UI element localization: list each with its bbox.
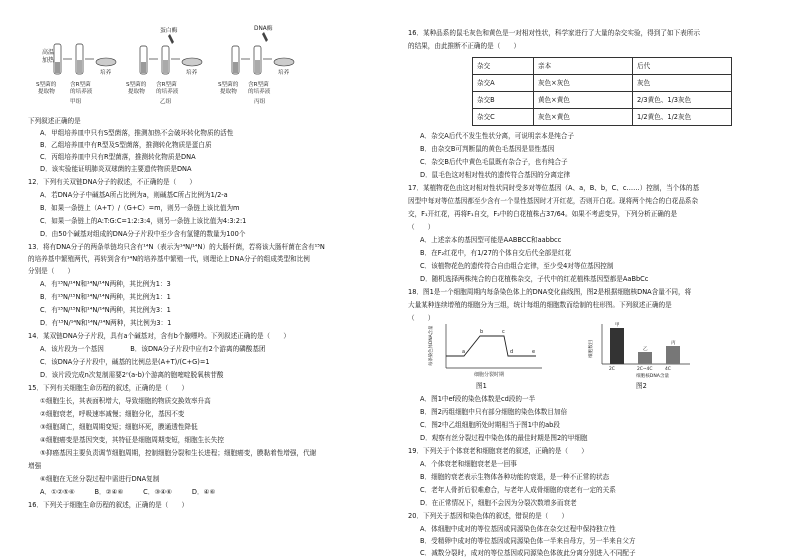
bar-1 — [610, 328, 624, 364]
q14-option-c: C．该DNA分子片段中，碱基的比例总是(A+T)/(C+G)=1 — [40, 358, 210, 366]
svg-text:提取物: 提取物 — [38, 89, 55, 95]
q14-stem: 14．某双链DNA分子片段，具有a个碱基对，含有b个腺嘌呤。下列叙述正确的是（ ） — [28, 332, 290, 340]
svg-text:提取物: 提取物 — [220, 89, 237, 95]
point-label: c — [502, 329, 505, 335]
table-cell: 杂交C — [473, 109, 534, 126]
table-cell: 2/3黄色、1/3灰色 — [633, 92, 732, 109]
q16-option-c: C．杂交B后代中黄色毛鼠既有杂合子，也有纯合子 — [420, 158, 568, 166]
q13-stem-2: 的培养基中繁殖两代，再转到含有¹⁴N的培养基中繁殖一代，则理论上DNA分子的组成类型和比例 — [28, 255, 310, 263]
y-axis-label: 每条染色体DNA含量 — [429, 325, 434, 366]
svg-text:DNA酶: DNA酶 — [254, 26, 273, 32]
q13-stem-3: 分别是（ ） — [28, 267, 75, 275]
q20-option-b: B．受精卵中成对的等位基因或同源染色体一半来自母方，另一半来自父方 — [420, 537, 636, 545]
svg-text:甲组: 甲组 — [70, 99, 82, 105]
table-cell: 黄色×黄色 — [534, 92, 633, 109]
q12-option-d: D．由50个碱基对组成的DNA分子片段中至少含有氢键的数量为100个 — [40, 230, 246, 238]
bar-group-label: 丙 — [671, 341, 676, 346]
q12-option-a: A．若DNA分子中碱基A所占比例为a，则碱基C所占比例为1/2-a — [40, 191, 228, 199]
q15-item-2: ②细胞衰老，呼吸速率减慢；细胞分化，基因不变 — [40, 410, 185, 418]
svg-text:培养: 培养 — [186, 70, 198, 76]
svg-text:乙组: 乙组 — [160, 99, 172, 105]
q19-option-c: C．老年人骨折后很难愈合，与老年人成骨细胞的衰老有一定的关系 — [420, 486, 616, 494]
q17-option-c: C．该植物花色的遗传符合自由组合定律，至少受4对等位基因控制 — [420, 262, 614, 270]
svg-text:的培养液: 的培养液 — [156, 89, 179, 95]
bar-group-label: 甲 — [615, 323, 620, 328]
table-cell: 杂交B — [473, 92, 534, 109]
q17-stem-3: 交，F₁开红花，再将F₁自交，F₂中的白花植株占37/64。如果不考虑变异，下列分析正确的是 — [408, 210, 678, 218]
q15-item-1: ①细胞生长，其表面积增大，导致细胞的物质交换效率升高 — [40, 397, 211, 405]
x-axis-label: 细胞核DNA含量 — [636, 374, 670, 379]
q13-stem-1: 13．将有DNA分子的两条单链均只含有¹⁴N（表示为¹⁴N/¹⁴N）的大肠杆菌，若将该大肠杆菌在含有¹⁵N — [28, 243, 325, 251]
q18-option-d: D．观察有丝分裂过程中染色体的最佳时期是图2的甲细胞 — [420, 434, 588, 442]
x-tick-label: 2C~4C — [637, 367, 653, 372]
svg-text:提取物: 提取物 — [128, 89, 145, 95]
q20-option-c: C．减数分裂时，成对的等位基因或同源染色体彼此分离分别进入不同配子 — [420, 549, 636, 557]
q17-stem-1: 17．某植物花色由这对相对性状同时受多对等位基因（A、a，B、b，C、c……）控制，当个体的基 — [408, 184, 700, 192]
svg-text:S型菌的: S型菌的 — [36, 82, 57, 88]
cross-results-table — [472, 57, 732, 126]
q18-option-c: C．图2中乙组细胞所处时期相当于图1中的ab段 — [420, 421, 560, 429]
figure-group-jia — [36, 44, 116, 105]
svg-text:含R型菌: 含R型菌 — [70, 82, 91, 88]
y-axis-label: 细胞数目 — [589, 339, 594, 358]
q16-stem-2: 的结果，由此推断不正确的是（ ） — [408, 42, 521, 50]
figure-group-bing — [218, 24, 294, 105]
x-tick-label: 2C — [609, 367, 615, 372]
q18-option-a: A．图1中ef段的染色体数是cd段的一半 — [420, 395, 536, 403]
q11-option-a: A．甲组培养皿中只有S型菌落，推测加热不会破坏转化物质的活性 — [40, 129, 234, 137]
table-row — [473, 75, 732, 92]
table-cell: 灰色×灰色 — [534, 75, 633, 92]
table-header-row — [473, 58, 732, 75]
q15-item-3: ③细胞凋亡，细胞周期变短；细胞坏死，膜通透性降低 — [40, 423, 198, 431]
svg-text:培养: 培养 — [278, 70, 290, 76]
q19-stem: 19．下列关于个体衰老和细胞衰老的叙述，正确的是（ ） — [408, 447, 588, 455]
point-label: d — [510, 349, 514, 355]
q18-stem-2: 大量某种连续增殖的细胞分为三组，统计每组的细胞数而绘制的柱形图。下列叙述正确的是 — [408, 301, 672, 309]
q16-option-a: A．杂交A后代不发生性状分离，可说明亲本是纯合子 — [420, 132, 575, 140]
q16-left-stem: 16．下列关于细胞生命历程的叙述，正确的是（ ） — [28, 501, 189, 509]
dna-curve — [446, 336, 536, 356]
table-cell: 杂交A — [473, 75, 534, 92]
figure-1-line-chart — [428, 320, 548, 380]
q17-stem-2: 因型中每对等位基因都至少含有一个显性基因时才开红花，否则开白花。现将两个纯合的白花品系杂 — [408, 197, 699, 205]
experiment-figure — [28, 24, 328, 116]
point-label: b — [480, 329, 484, 335]
q19-option-b: B．细胞的衰老表示生物体各种功能的衰退，是一种不正常的状态 — [420, 473, 610, 481]
bar-2 — [638, 352, 652, 364]
x-tick-label: 4C — [665, 367, 671, 372]
q19-option-a: A．个体衰老和细胞衰老是一回事 — [420, 460, 517, 468]
q11-option-c: C．丙组培养皿中只有R型菌落，推测转化物质是DNA — [40, 153, 196, 161]
svg-text:含R型菌: 含R型菌 — [156, 82, 177, 88]
q16-stem-1: 16．某种品系的鼠毛灰色和黄色是一对相对性状，科学家进行了大量的杂交实验，得到了如下表所示 — [408, 29, 700, 37]
q18-option-b: B．图2丙组细胞中只有部分细胞的染色体数目加倍 — [420, 408, 568, 416]
q14-option-d: D．该片段完成n次复制需要2ⁿ(a-b)个游离的胞嘧啶脱氧核苷酸 — [40, 371, 224, 379]
x-axis-label: 细胞分裂时期 — [474, 372, 505, 378]
table-cell: 1/2黄色、1/2灰色 — [633, 109, 732, 126]
q13-option-a: A．有¹⁵N/¹⁴N和¹⁴N/¹⁴N两种，其比例为1：3 — [40, 280, 171, 288]
q19-option-d: D．在正常情况下，细胞不会因为分裂次数增多而衰老 — [420, 499, 577, 507]
svg-text:S型菌的: S型菌的 — [126, 82, 147, 88]
svg-text:的培养液: 的培养液 — [248, 89, 271, 95]
q17-option-a: A．上述亲本的基因型可能是AABBCC和aabbcc — [420, 236, 562, 244]
table-cell: 灰色×黄色 — [534, 109, 633, 126]
q15-options: A．①②⑤⑥ B．②④⑥ C．③④⑥ D．④⑥ — [40, 488, 216, 496]
table-cell: 灰色 — [633, 75, 732, 92]
q11-option-d: D．该实验能证明肺炎双球菌的主要遗传物质是DNA — [40, 165, 192, 173]
figure-2-bar-chart — [586, 320, 696, 380]
q20-option-a: A．体细胞中成对的等位基因或同源染色体在杂交过程中保持独立性 — [420, 525, 616, 533]
svg-text:培养: 培养 — [100, 70, 112, 76]
table-row — [473, 92, 732, 109]
q12-stem: 12．下列有关双链DNA分子的叙述，不正确的是（ ） — [28, 178, 196, 186]
table-cell: 杂交 — [473, 58, 534, 75]
q17-option-d: D．随机选择两株纯合的白花植株杂交，子代中的红花植株基因型都是AaBbCc — [420, 275, 649, 283]
q18-stem-1: 18．图1是一个细胞周期内每条染色体上的DNA变化曲线图，图2是根据细胞核DNA含量不同，将 — [408, 288, 692, 296]
q14-option-ab: A．该片段为一个基因 B．该DNA分子片段中应有2个游离的磷酸基团 — [40, 345, 266, 353]
q15-stem: 15．下列有关细胞生命历程的叙述，正确的是（ ） — [28, 384, 189, 392]
q12-option-b: B．如果一条链上（A+T）/（G+C）=m，则另一条链上该比值为m — [40, 204, 240, 212]
q18-stem-3: （ ） — [408, 314, 435, 322]
q16-option-d: D．鼠毛色这对相对性状的遗传符合基因的分离定律 — [420, 171, 571, 179]
svg-text:加热: 加热 — [42, 57, 55, 64]
q20-stem: 20．下列关于基因和染色体的叙述，错误的是（ ） — [408, 512, 569, 520]
table-cell: 后代 — [633, 58, 732, 75]
q13-option-c: C．有¹⁵N/¹⁵N和¹⁴N/¹⁴N两种，其比例为3：1 — [40, 306, 171, 314]
point-label: e — [532, 349, 536, 355]
q11-stem: 下列叙述正确的是 — [28, 117, 81, 125]
q13-option-b: B．有¹⁵N/¹⁵N和¹⁴N/¹⁴N两种，其比例为1：1 — [40, 293, 171, 301]
q15-item-5-cont: 增强 — [28, 462, 42, 470]
q15-item-6: ⑥细胞在无丝分裂过程中需进行DNA复制 — [40, 475, 160, 483]
svg-text:高温: 高温 — [42, 49, 55, 56]
bar-3 — [666, 346, 680, 364]
figure-2-caption: 图2 — [636, 382, 647, 390]
q16-option-b: B．由杂交B可判断鼠的黄色毛基因是显性基因 — [420, 145, 555, 153]
svg-text:蛋白酶: 蛋白酶 — [160, 28, 178, 34]
svg-text:的培养液: 的培养液 — [70, 89, 93, 95]
q15-item-4: ④细胞癌变是基因突变，其特征是细胞周期变短，细胞生长失控 — [40, 436, 224, 444]
q13-option-d: D．有¹⁵N/¹⁴N和¹⁴N/¹⁴N两种，其比例为3：1 — [40, 319, 172, 327]
svg-text:含R型菌: 含R型菌 — [248, 82, 269, 88]
bar-group-label: 乙 — [643, 347, 648, 352]
figure-group-yi — [126, 26, 202, 105]
q15-item-5: ⑤抑癌基因主要负责调节细胞周期，控制细胞分裂和生长进程；细胞癌变，膜黏着性增强，代谢 — [40, 449, 317, 457]
point-label: a — [462, 349, 466, 355]
svg-text:S型菌的: S型菌的 — [218, 82, 239, 88]
svg-text:丙组: 丙组 — [254, 99, 266, 105]
figure-1-caption: 图1 — [476, 382, 487, 390]
q11-option-b: B．乙组培养皿中有R型及S型菌落，推测转化物质是蛋白质 — [40, 141, 212, 149]
table-row — [473, 109, 732, 126]
q17-stem-4: （ ） — [408, 223, 435, 231]
q17-option-b: B．在F₂红花中，有1/27的个体自交后代全部是红花 — [420, 249, 572, 257]
table-cell: 亲本 — [534, 58, 633, 75]
q12-option-c: C．如果一条链上的A:T:G:C=1:2:3:4，则另一条链上该比值为4:3:2:1 — [40, 217, 247, 225]
